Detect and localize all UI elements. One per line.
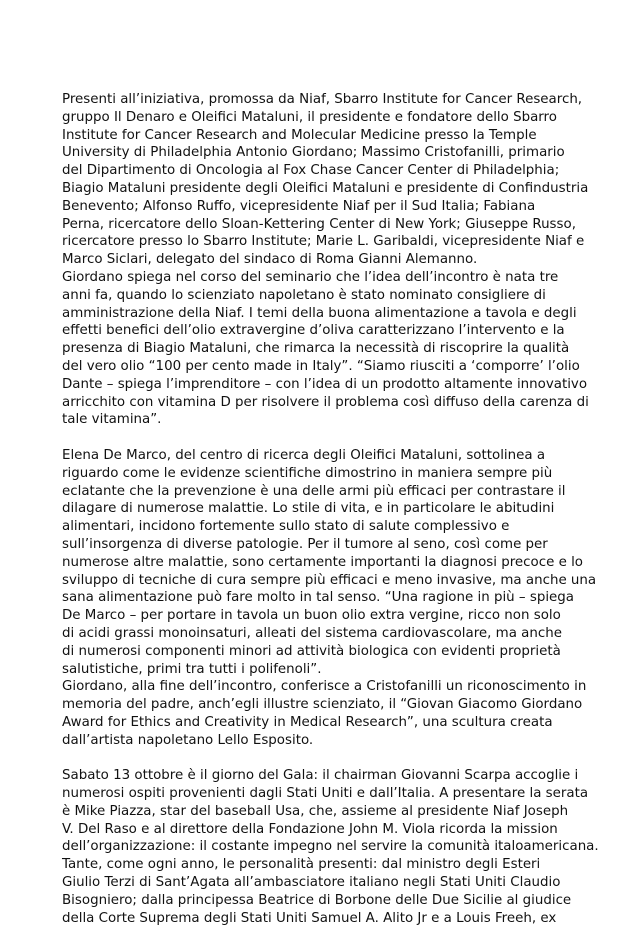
paragraph xyxy=(62,269,589,429)
text-line: dell’organizzazione: il costante impegno nel servire la comunità italoamericana. xyxy=(62,839,599,855)
text-line: Bisogniero; dalla principessa Beatrice di Borbone delle Due Sicilie al giudice xyxy=(62,892,572,908)
text-line: di numerosi componenti minori ad attività biologica con evidenti proprietà xyxy=(62,643,561,659)
text-line: Institute for Cancer Research and Molecular Medicine presso la Temple xyxy=(62,127,537,143)
text-line: Tante, come ogni anno, le personalità presenti: dal ministro degli Esteri xyxy=(62,857,541,873)
document-body xyxy=(62,91,599,927)
paragraph xyxy=(62,91,589,269)
text-line: alimentari, incidono fortemente sullo stato di salute complessivo e xyxy=(62,519,510,535)
text-line: presenza di Biagio Mataluni, che rimarca la necessità di riscoprire la qualità xyxy=(62,341,570,357)
text-line: Marco Siclari, delegato del sindaco di Roma Gianni Alemanno. xyxy=(62,252,478,268)
text-line: gruppo Il Denaro e Oleifici Mataluni, il presidente e fondatore dello Sbarro xyxy=(62,109,557,125)
text-line: numerose altre malattie, sono certamente importanti la diagnosi precoce e lo xyxy=(62,554,583,570)
text-line: riguardo come le evidenze scientifiche dimostrino in maniera sempre più xyxy=(62,465,553,481)
text-line: Sabato 13 ottobre è il giorno del Gala: il chairman Giovanni Scarpa accoglie i xyxy=(62,768,579,784)
text-line: Giordano, alla fine dell’incontro, conferisce a Cristofanilli un riconoscimento in xyxy=(62,679,587,695)
text-line: Giulio Terzi di Sant’Agata all’ambasciatore italiano negli Stati Uniti Claudio xyxy=(62,875,561,891)
paragraph-spacer xyxy=(62,429,578,447)
text-line: arricchito con vitamina D per risolvere il problema così diffuso della carenza di xyxy=(62,394,589,410)
text-line: effetti benefici dell’olio extravergine d’oliva caratterizzano l’intervento e la xyxy=(62,323,565,339)
paragraph xyxy=(62,447,597,678)
text-line: ricercatore presso lo Sbarro Institute; Marie L. Garibaldi, vicepresidente Niaf e xyxy=(62,234,585,250)
text-line: della Corte Suprema degli Stati Uniti Samuel A. Alito Jr e a Louis Freeh, ex xyxy=(62,910,557,926)
text-line: sana alimentazione può fare molto in tal senso. “Una ragione in più – spiega xyxy=(62,590,575,606)
paragraph-spacer xyxy=(62,749,578,767)
text-line: Perna, ricercatore dello Sloan-Kettering Center di New York; Giuseppe Russo, xyxy=(62,216,576,232)
text-line: salutistiche, primi tra tutti i polifenoli”. xyxy=(62,661,322,677)
text-line: numerosi ospiti provenienti dagli Stati Uniti e dall’Italia. A presentare la serata xyxy=(62,786,589,802)
text-line: Biagio Mataluni presidente degli Oleifici Mataluni e presidente di Confindustria xyxy=(62,180,589,196)
text-line: Award for Ethics and Creativity in Medical Research”, una scultura creata xyxy=(62,714,553,730)
text-line: dilagare di numerose malattie. Lo stile di vita, e in particolare le abitudini xyxy=(62,501,555,517)
text-line: Benevento; Alfonso Ruffo, vicepresidente Niaf per il Sud Italia; Fabiana xyxy=(62,198,536,214)
text-line: del Dipartimento di Oncologia al Fox Chase Cancer Center di Philadelphia; xyxy=(62,163,560,179)
text-line: amministrazione della Niaf. I temi della buona alimentazione a tavola e degli xyxy=(62,305,577,321)
text-line: Giordano spiega nel corso del seminario che l’idea dell’incontro è nata tre xyxy=(62,269,559,285)
text-line: è Mike Piazza, star del baseball Usa, che, assieme al presidente Niaf Joseph xyxy=(62,803,569,819)
text-line: anni fa, quando lo scienziato napoletano è stato nominato consigliere di xyxy=(62,287,546,303)
text-line: memoria del padre, anch’egli illustre scienziato, il “Giovan Giacomo Giordano xyxy=(62,697,583,713)
paragraph xyxy=(62,678,587,749)
text-line: tale vitamina”. xyxy=(62,412,162,428)
text-line: Presenti all’iniziativa, promossa da Niaf, Sbarro Institute for Cancer Research, xyxy=(62,92,583,107)
text-line: dall’artista napoletano Lello Esposito. xyxy=(62,732,314,748)
text-line: De Marco – per portare in tavola un buon olio extra vergine, ricco non solo xyxy=(62,608,561,624)
text-line: Dante – spiega l’imprenditore – con l’idea di un prodotto altamente innovativo xyxy=(62,376,588,392)
paragraph xyxy=(62,767,599,927)
text-line: Elena De Marco, del centro di ricerca degli Oleifici Mataluni, sottolinea a xyxy=(62,447,546,463)
text-line: sviluppo di tecniche di cura sempre più efficaci e meno invasive, ma anche una xyxy=(62,572,597,588)
text-line: V. Del Raso e al direttore della Fondazione John M. Viola ricorda la mission xyxy=(62,821,558,837)
text-line: del vero olio “100 per cento made in Italy”. “Siamo riusciti a ‘comporre’ l’olio xyxy=(62,358,580,374)
text-line: University di Philadelphia Antonio Giordano; Massimo Cristofanilli, primario xyxy=(62,145,565,161)
text-line: eclatante che la prevenzione è una delle armi più efficaci per contrastare il xyxy=(62,483,566,499)
text-line: di acidi grassi monoinsaturi, alleati del sistema cardiovascolare, ma anche xyxy=(62,625,562,641)
text-line: sull’insorgenza di diverse patologie. Per il tumore al seno, così come per xyxy=(62,536,548,552)
